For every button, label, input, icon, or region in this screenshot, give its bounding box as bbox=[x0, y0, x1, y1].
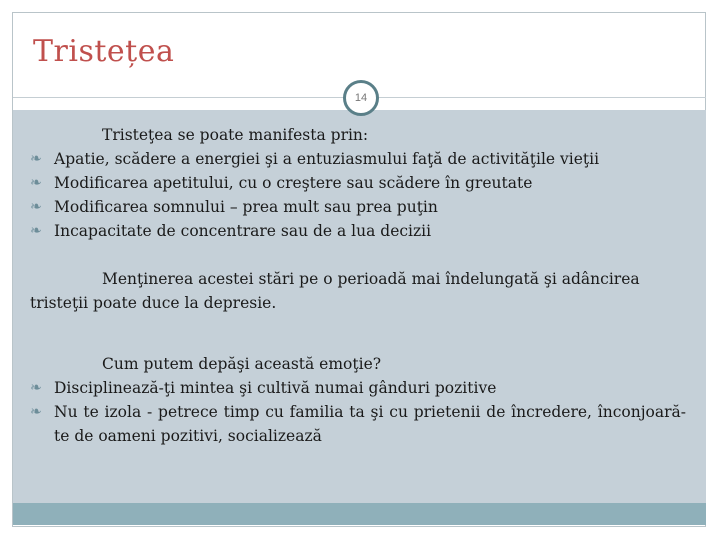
leaf-bullet-icon: ❧ bbox=[30, 151, 42, 167]
list-item-text: Nu te izola - petrece timp cu familia ta şi cu prietenii de încredere, înconjoară-te de oameni pozitivi, socializează bbox=[54, 403, 686, 445]
list-item bbox=[30, 195, 686, 219]
page-number-badge bbox=[343, 80, 379, 116]
list-item bbox=[30, 147, 686, 171]
list-item bbox=[30, 219, 686, 243]
list-item-text: Apatie, scădere a energiei şi a entuziasmului faţă de activităţile vieţii bbox=[54, 150, 600, 168]
depression-paragraph: Menţinerea acestei stări pe o perioadă mai îndelungată şi adâncirea tristeţii poate duce la depresie. bbox=[30, 270, 640, 312]
list-item bbox=[30, 376, 686, 400]
bottom-bar bbox=[13, 503, 706, 525]
list-item-text: Modificarea somnului – prea mult sau prea puţin bbox=[54, 198, 438, 216]
leaf-bullet-icon: ❧ bbox=[30, 175, 42, 191]
list-item-text: Modificarea apetitului, cu o creştere sau scădere în greutate bbox=[54, 174, 533, 192]
list-item-text: Disciplinează-ţi mintea şi cultivă numai gânduri pozitive bbox=[54, 379, 497, 397]
leaf-bullet-icon: ❧ bbox=[30, 380, 42, 396]
leaf-bullet-icon: ❧ bbox=[30, 199, 42, 215]
leaf-bullet-icon: ❧ bbox=[30, 404, 42, 420]
question-text: Cum putem depăşi această emoţie? bbox=[102, 355, 382, 373]
leaf-bullet-icon: ❧ bbox=[30, 223, 42, 239]
list-item bbox=[30, 171, 686, 195]
spacer bbox=[30, 243, 686, 267]
page-number: 14 bbox=[354, 92, 368, 104]
slide-body bbox=[30, 123, 686, 448]
slide-title: Tristețea bbox=[33, 34, 175, 69]
spacer bbox=[30, 315, 686, 352]
intro-text: Tristeţea se poate manifesta prin: bbox=[102, 126, 369, 144]
list-item bbox=[30, 400, 686, 448]
list-item-text: Incapacitate de concentrare sau de a lua decizii bbox=[54, 222, 432, 240]
